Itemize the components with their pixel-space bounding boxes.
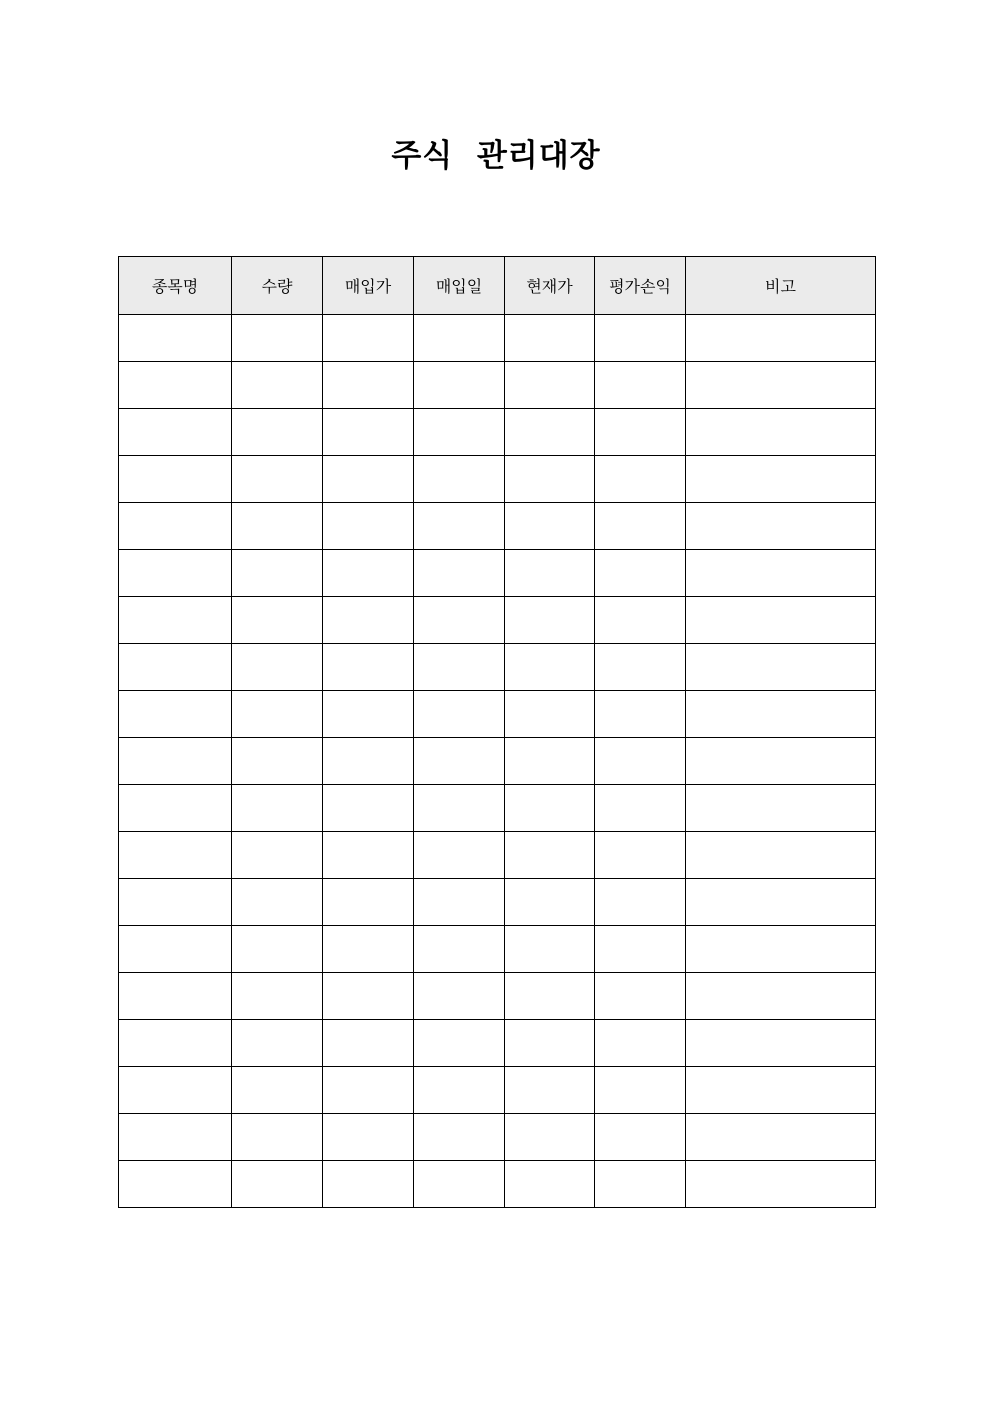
purchase-price-cell (323, 973, 414, 1020)
purchase-price-cell (323, 597, 414, 644)
valuation-gain-loss-cell (595, 644, 686, 691)
current-price-cell (505, 691, 595, 738)
valuation-gain-loss-cell (595, 456, 686, 503)
purchase-date-cell (414, 1161, 505, 1208)
table-row (119, 738, 876, 785)
remarks-cell (686, 785, 876, 832)
quantity-cell (232, 409, 323, 456)
remarks-cell (686, 409, 876, 456)
current-price-cell (505, 644, 595, 691)
remarks-cell (686, 691, 876, 738)
remarks-cell (686, 1114, 876, 1161)
quantity-cell (232, 362, 323, 409)
purchase-price-cell (323, 644, 414, 691)
table-row (119, 362, 876, 409)
stock-name-cell (119, 1161, 232, 1208)
valuation-gain-loss-cell (595, 879, 686, 926)
table-row (119, 1114, 876, 1161)
table-row (119, 832, 876, 879)
current-price-cell (505, 456, 595, 503)
purchase-date-cell (414, 597, 505, 644)
valuation-gain-loss-cell (595, 1114, 686, 1161)
valuation-gain-loss-cell (595, 1020, 686, 1067)
valuation-gain-loss-cell (595, 785, 686, 832)
remarks-cell (686, 597, 876, 644)
stock-name-cell (119, 738, 232, 785)
quantity-cell (232, 503, 323, 550)
stock-name-cell (119, 785, 232, 832)
column-header-quantity: 수량 (232, 257, 323, 315)
table-row (119, 550, 876, 597)
page-title: 주식 관리대장 (391, 138, 601, 174)
quantity-cell (232, 315, 323, 362)
stock-name-cell (119, 691, 232, 738)
quantity-cell (232, 597, 323, 644)
current-price-cell (505, 879, 595, 926)
stock-name-cell (119, 973, 232, 1020)
stock-name-cell (119, 503, 232, 550)
purchase-date-cell (414, 1067, 505, 1114)
remarks-cell (686, 315, 876, 362)
stock-name-cell (119, 1020, 232, 1067)
purchase-date-cell (414, 1020, 505, 1067)
purchase-price-cell (323, 691, 414, 738)
purchase-price-cell (323, 1161, 414, 1208)
column-header-purchase-date: 매입일 (414, 257, 505, 315)
purchase-date-cell (414, 503, 505, 550)
column-header-purchase-price: 매입가 (323, 257, 414, 315)
current-price-cell (505, 315, 595, 362)
quantity-cell (232, 879, 323, 926)
purchase-price-cell (323, 409, 414, 456)
current-price-cell (505, 785, 595, 832)
remarks-cell (686, 503, 876, 550)
remarks-cell (686, 644, 876, 691)
purchase-price-cell (323, 832, 414, 879)
remarks-cell (686, 1161, 876, 1208)
table-row (119, 1020, 876, 1067)
purchase-price-cell (323, 456, 414, 503)
stock-name-cell (119, 644, 232, 691)
purchase-date-cell (414, 926, 505, 973)
table-row (119, 785, 876, 832)
current-price-cell (505, 973, 595, 1020)
purchase-date-cell (414, 879, 505, 926)
remarks-cell (686, 879, 876, 926)
current-price-cell (505, 1067, 595, 1114)
column-header-stock-name: 종목명 (119, 257, 232, 315)
stock-name-cell (119, 926, 232, 973)
purchase-date-cell (414, 1114, 505, 1161)
stock-name-cell (119, 409, 232, 456)
current-price-cell (505, 832, 595, 879)
purchase-price-cell (323, 550, 414, 597)
remarks-cell (686, 550, 876, 597)
valuation-gain-loss-cell (595, 738, 686, 785)
table-row (119, 691, 876, 738)
purchase-date-cell (414, 550, 505, 597)
quantity-cell (232, 1114, 323, 1161)
quantity-cell (232, 691, 323, 738)
stock-name-cell (119, 879, 232, 926)
current-price-cell (505, 597, 595, 644)
remarks-cell (686, 1067, 876, 1114)
quantity-cell (232, 832, 323, 879)
valuation-gain-loss-cell (595, 1161, 686, 1208)
table-row (119, 597, 876, 644)
stock-ledger-table (118, 256, 876, 1208)
remarks-cell (686, 832, 876, 879)
purchase-price-cell (323, 503, 414, 550)
current-price-cell (505, 503, 595, 550)
stock-name-cell (119, 456, 232, 503)
table-row (119, 503, 876, 550)
valuation-gain-loss-cell (595, 409, 686, 456)
column-header-current-price: 현재가 (505, 257, 595, 315)
remarks-cell (686, 973, 876, 1020)
purchase-date-cell (414, 691, 505, 738)
valuation-gain-loss-cell (595, 597, 686, 644)
valuation-gain-loss-cell (595, 1067, 686, 1114)
purchase-date-cell (414, 785, 505, 832)
remarks-cell (686, 456, 876, 503)
valuation-gain-loss-cell (595, 926, 686, 973)
quantity-cell (232, 1020, 323, 1067)
purchase-date-cell (414, 362, 505, 409)
purchase-date-cell (414, 409, 505, 456)
purchase-date-cell (414, 738, 505, 785)
table-row (119, 315, 876, 362)
quantity-cell (232, 456, 323, 503)
purchase-date-cell (414, 456, 505, 503)
valuation-gain-loss-cell (595, 503, 686, 550)
valuation-gain-loss-cell (595, 362, 686, 409)
quantity-cell (232, 1161, 323, 1208)
current-price-cell (505, 550, 595, 597)
purchase-date-cell (414, 973, 505, 1020)
remarks-cell (686, 1020, 876, 1067)
current-price-cell (505, 409, 595, 456)
stock-name-cell (119, 315, 232, 362)
purchase-price-cell (323, 315, 414, 362)
purchase-price-cell (323, 738, 414, 785)
quantity-cell (232, 1067, 323, 1114)
valuation-gain-loss-cell (595, 315, 686, 362)
remarks-cell (686, 362, 876, 409)
table-header-row (119, 257, 876, 315)
purchase-date-cell (414, 315, 505, 362)
stock-name-cell (119, 362, 232, 409)
current-price-cell (505, 926, 595, 973)
current-price-cell (505, 362, 595, 409)
quantity-cell (232, 738, 323, 785)
stock-name-cell (119, 597, 232, 644)
quantity-cell (232, 550, 323, 597)
table-row (119, 973, 876, 1020)
table-row (119, 926, 876, 973)
purchase-price-cell (323, 1067, 414, 1114)
current-price-cell (505, 1020, 595, 1067)
quantity-cell (232, 644, 323, 691)
remarks-cell (686, 926, 876, 973)
purchase-price-cell (323, 785, 414, 832)
column-header-remarks: 비고 (686, 257, 876, 315)
table-row (119, 1067, 876, 1114)
current-price-cell (505, 738, 595, 785)
valuation-gain-loss-cell (595, 550, 686, 597)
quantity-cell (232, 926, 323, 973)
table-row (119, 456, 876, 503)
table-row (119, 644, 876, 691)
stock-name-cell (119, 1114, 232, 1161)
purchase-date-cell (414, 832, 505, 879)
purchase-price-cell (323, 879, 414, 926)
purchase-price-cell (323, 1114, 414, 1161)
purchase-price-cell (323, 362, 414, 409)
table-row (119, 409, 876, 456)
stock-name-cell (119, 550, 232, 597)
table-row (119, 879, 876, 926)
table-body (119, 315, 876, 1208)
quantity-cell (232, 973, 323, 1020)
valuation-gain-loss-cell (595, 973, 686, 1020)
table-row (119, 1161, 876, 1208)
quantity-cell (232, 785, 323, 832)
current-price-cell (505, 1114, 595, 1161)
valuation-gain-loss-cell (595, 832, 686, 879)
valuation-gain-loss-cell (595, 691, 686, 738)
purchase-price-cell (323, 1020, 414, 1067)
purchase-price-cell (323, 926, 414, 973)
stock-name-cell (119, 1067, 232, 1114)
remarks-cell (686, 738, 876, 785)
purchase-date-cell (414, 644, 505, 691)
column-header-valuation-gain-loss: 평가손익 (595, 257, 686, 315)
current-price-cell (505, 1161, 595, 1208)
stock-name-cell (119, 832, 232, 879)
